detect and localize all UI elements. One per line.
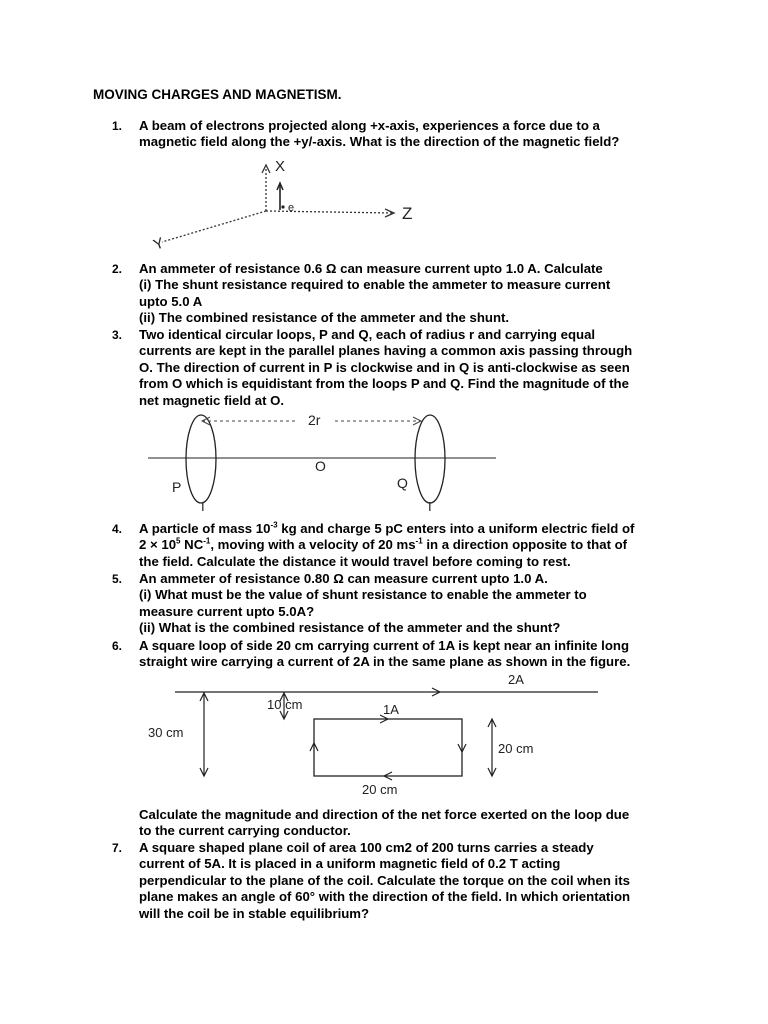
wire-loop-diagram: [140, 672, 610, 800]
text-fragment: , moving with a velocity of 20 ms: [210, 537, 416, 553]
bottom-20cm-label: 20 cm: [362, 782, 398, 797]
exponent: 5: [176, 537, 181, 547]
text-line: will the coil be in stable equilibrium?: [139, 905, 370, 921]
text-line: the field. Calculate the distance it would travel before coming to rest.: [139, 553, 571, 569]
question-text: [139, 571, 699, 637]
center-label: O: [315, 458, 326, 474]
question-text: [139, 638, 699, 671]
text-line: A square shaped plane coil of area 100 cm2 of 200 turns carries a steady: [139, 840, 594, 855]
loop-p: [186, 415, 216, 503]
question-text: [139, 118, 699, 151]
text-line: (i) The shunt resistance required to enable the ammeter to measure current: [139, 277, 611, 293]
question-text: [139, 840, 699, 922]
text-line: An ammeter of resistance 0.80 Ω can measure current upto 1.0 A.: [139, 571, 548, 586]
text-line: straight wire carrying a current of 2A in the same plane as shown in the figure.: [139, 654, 631, 670]
question-number: 1.: [112, 119, 123, 133]
text-line: net magnetic field at O.: [139, 392, 285, 408]
exponent: -1: [415, 537, 423, 547]
loop-current-label: 1A: [383, 702, 399, 717]
loop-q-label: Q: [397, 475, 408, 491]
electron-label: e: [288, 202, 295, 214]
gap-10cm-label: 10 cm: [267, 697, 303, 712]
question-number: 7.: [112, 841, 123, 855]
question-text: [139, 261, 699, 327]
question-number: 5.: [112, 572, 123, 586]
text-line: A square loop of side 20 cm carrying current of 1A is kept near an infinite long: [139, 638, 629, 653]
text-line: plane makes an angle of 60° with the direction of the field. In which orientation: [139, 889, 631, 905]
distance-30cm-label: 30 cm: [148, 725, 184, 740]
current-label-right: I: [428, 499, 432, 514]
z-axis-label: Z: [402, 204, 413, 223]
distance-label: 2r: [308, 412, 321, 428]
text-line: A beam of electrons projected along +x-axis, experiences a force due to a: [139, 118, 600, 133]
text-line: (ii) What is the combined resistance of the ammeter and the shunt?: [139, 620, 561, 636]
text-fragment: A particle of mass 10: [139, 521, 271, 536]
text-line: (ii) The combined resistance of the ammeter and the shunt.: [139, 310, 510, 326]
text-fragment: NC: [180, 537, 204, 553]
text-line: [139, 537, 699, 553]
question-number: 2.: [112, 262, 123, 276]
wire-current-label: 2A: [508, 672, 524, 687]
question-text: [139, 521, 699, 570]
question-text: [139, 327, 699, 409]
text-line: magnetic field along the +y/-axis. What is the direction of the magnetic field?: [139, 134, 620, 150]
square-loop: [314, 719, 462, 776]
text-line: to the current carrying conductor.: [139, 823, 351, 839]
text-line: (i) What must be the value of shunt resistance to enable the ammeter to: [139, 587, 587, 603]
question-number: 3.: [112, 328, 123, 342]
question-number: 4.: [112, 522, 123, 536]
axes-diagram: [140, 155, 440, 255]
electron-dot: [281, 205, 284, 208]
loop-p-label: P: [172, 479, 182, 495]
question-number: 6.: [112, 639, 123, 653]
text-line: An ammeter of resistance 0.6 Ω can measure current upto 1.0 A. Calculate: [139, 261, 603, 276]
text-line: [139, 521, 699, 537]
current-label-left: I: [201, 499, 205, 514]
x-axis-label: X: [275, 158, 286, 175]
text-fragment: in a direction opposite to that of: [422, 537, 628, 553]
text-line: O. The direction of current in P is clockwise and in Q is anti-clockwise as seen: [139, 359, 630, 375]
question-text: [139, 807, 699, 840]
exponent: -1: [203, 537, 211, 547]
loop-q: [415, 415, 445, 503]
text-line: Two identical circular loops, P and Q, each of radius r and carrying equal: [139, 327, 596, 342]
y-axis-label: Y: [151, 234, 167, 254]
y-axis-line: [162, 211, 266, 242]
text-line: current of 5A. It is placed in a uniform magnetic field of 0.2 T acting: [139, 856, 561, 872]
loops-diagram: [140, 408, 510, 518]
text-line: from O which is equidistant from the loops P and Q. Find the magnitude of the: [139, 376, 629, 392]
side-20cm-label: 20 cm: [498, 741, 534, 756]
z-axis-line: [266, 211, 392, 213]
exponent: -3: [270, 520, 278, 530]
text-line: Calculate the magnitude and direction of the net force exerted on the loop due: [139, 807, 630, 822]
text-fragment: kg and charge 5 pC enters into a uniform electric field of: [277, 521, 635, 536]
page-title: MOVING CHARGES AND MAGNETISM.: [93, 87, 342, 102]
text-line: measure current upto 5.0A?: [139, 603, 315, 619]
text-fragment: 2 × 10: [139, 537, 177, 553]
text-line: upto 5.0 A: [139, 293, 203, 309]
text-line: perpendicular to the plane of the coil. Calculate the torque on the coil when its: [139, 872, 630, 888]
text-line: currents are kept in the parallel planes having a common axis passing through: [139, 343, 633, 359]
